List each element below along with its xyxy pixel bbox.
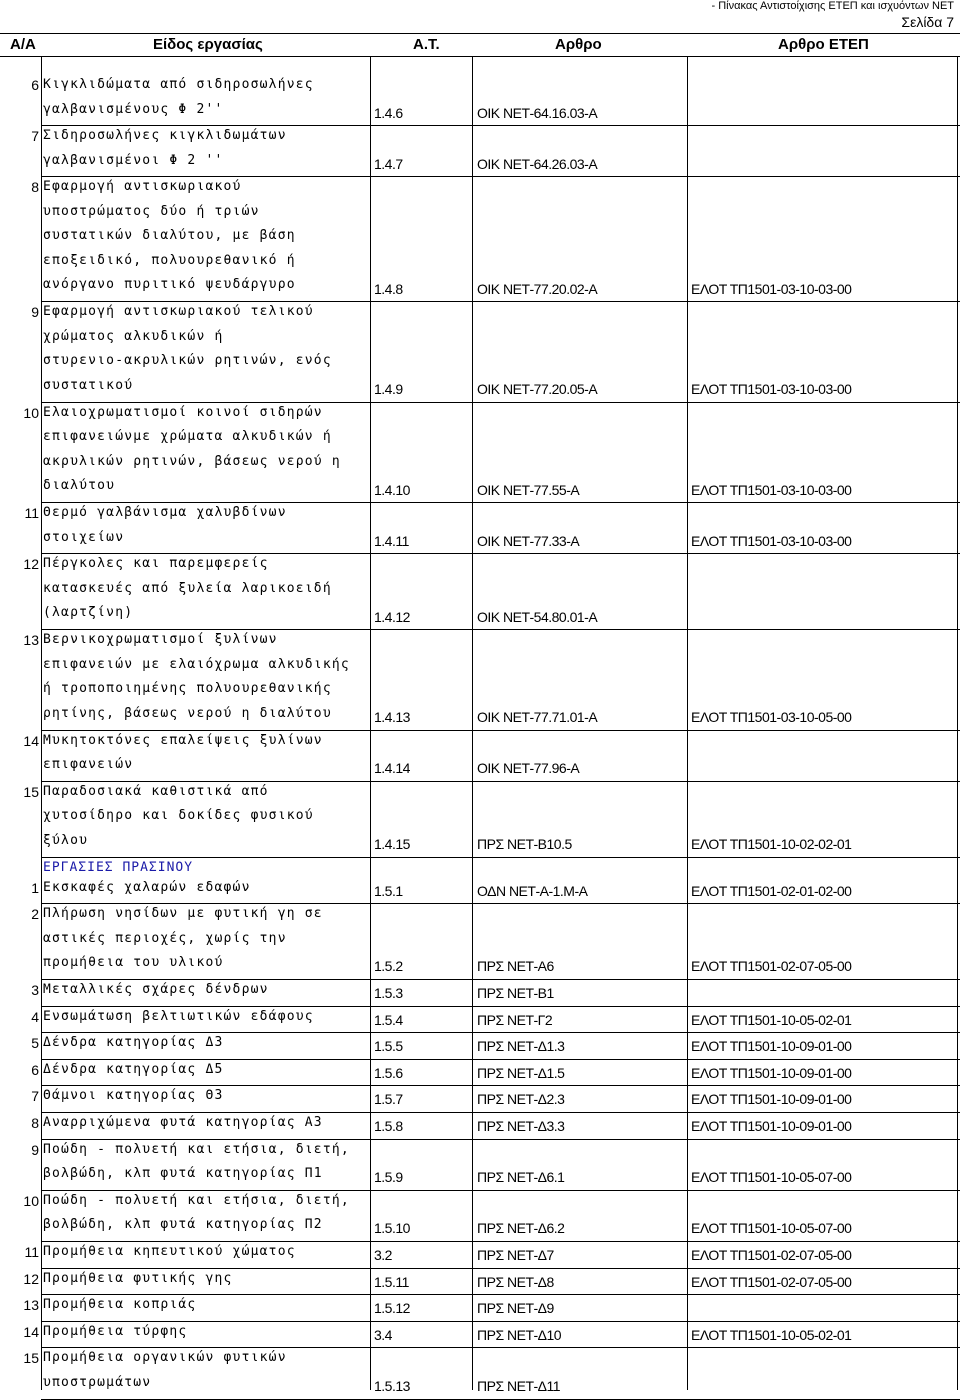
description-line: συστατικών διαλύτου, με βάση xyxy=(43,228,296,244)
table-row xyxy=(0,1295,960,1322)
price-code: 3.2 xyxy=(374,1247,392,1263)
description-line: κατασκευές από ξυλεία λαρικοειδή xyxy=(43,580,332,596)
price-code: 1.5.1 xyxy=(374,882,403,899)
item-number: 5 xyxy=(31,1035,39,1052)
description-line: Πλήρωση νησίδων με φυτική γη σε xyxy=(43,906,323,922)
price-code: 1.4.8 xyxy=(374,280,403,297)
work-description xyxy=(43,733,323,782)
table-row xyxy=(0,904,960,980)
table-row xyxy=(0,554,960,630)
work-description xyxy=(43,128,287,177)
etep-code: ΕΛΟΤ ΤΠ1501-02-07-05-00 xyxy=(691,1273,852,1290)
price-code: 1.4.14 xyxy=(374,760,410,777)
article-code: ΟΙΚ ΝΕΤ-77.20.02-Α xyxy=(477,280,598,297)
description-line: χυτοσίδηρο και δοκίδες φυσικού xyxy=(43,808,314,824)
article-code: ΟΙΚ ΝΕΤ-77.96-Α xyxy=(477,760,580,777)
price-code: 1.5.12 xyxy=(374,1300,410,1317)
article-code: ΟΙΚ ΝΕΤ-64.26.03-Α xyxy=(477,155,598,172)
etep-code: ΕΛΟΤ ΤΠ1501-10-09-01-00 xyxy=(691,1038,852,1055)
work-description xyxy=(43,1009,314,1034)
column-header-row xyxy=(0,33,960,57)
etep-code: ΕΛΟΤ ΤΠ1501-03-10-05-00 xyxy=(691,708,852,725)
item-number: 8 xyxy=(31,179,39,196)
price-code: 1.5.4 xyxy=(374,1011,403,1028)
item-number: 10 xyxy=(23,1192,39,1209)
description-line: επιφανειών με ελαιόχρωμα αλκυδικής xyxy=(43,656,350,672)
etep-code: ΕΛΟΤ ΤΠ1501-02-07-05-00 xyxy=(691,958,852,975)
article-code: ΠΡΣ ΝΕΤ-Γ2 xyxy=(477,1011,553,1028)
work-description xyxy=(43,906,323,980)
item-number: 12 xyxy=(23,556,39,573)
etep-code: ΕΛΟΤ ΤΠ1501-03-10-03-00 xyxy=(691,280,852,297)
etep-code: ΕΛΟΤ ΤΠ1501-10-09-01-00 xyxy=(691,1064,852,1081)
price-code: 1.4.11 xyxy=(374,532,409,549)
price-code: 1.5.2 xyxy=(374,958,403,975)
table-row xyxy=(0,980,960,1007)
description-line: στοιχείων xyxy=(43,529,125,545)
item-number: 11 xyxy=(24,505,39,522)
work-description xyxy=(43,179,296,302)
description-line: Προμήθεια τύρφης xyxy=(43,1323,188,1339)
item-number: 3 xyxy=(31,982,39,998)
description-line: Προμήθεια κοπριάς xyxy=(43,1297,197,1313)
article-code: ΠΡΣ ΝΕΤ-Β1 xyxy=(477,985,554,1001)
table-row xyxy=(0,1269,960,1296)
col-arthro-etep: Αρθρο ΕΤΕΠ xyxy=(778,36,869,53)
description-line: ακρυλικών ρητινών, βάσεως νερού η xyxy=(43,453,341,469)
description-line: Κιγκλιδώματα από σιδηροσωλήνες xyxy=(43,77,314,92)
work-description xyxy=(43,1297,196,1322)
price-code: 1.4.13 xyxy=(374,708,410,725)
price-code: 1.5.10 xyxy=(374,1220,410,1237)
article-code: ΟΔΝ ΝΕΤ-Α-1.Μ-Α xyxy=(477,882,588,899)
work-description xyxy=(43,1062,224,1087)
article-code: ΠΡΣ ΝΕΤ-Δ6.2 xyxy=(477,1220,565,1237)
description-line: Εκσκαφές χαλαρών εδαφών xyxy=(43,879,251,895)
item-number: 8 xyxy=(31,1115,39,1131)
price-code: 1.5.5 xyxy=(374,1038,403,1055)
item-number: 1 xyxy=(31,879,39,896)
description-line: χρώματος αλκυδικών ή xyxy=(43,328,224,344)
item-number: 6 xyxy=(31,1061,39,1078)
etep-code: ΕΛΟΤ ΤΠ1501-10-05-07-00 xyxy=(691,1220,852,1237)
work-description xyxy=(43,1115,323,1140)
work-description xyxy=(43,556,332,630)
col-at: Α.Τ. xyxy=(413,36,440,53)
description-line: Σιδηροσωλήνες κιγκλιδωμάτων xyxy=(43,128,287,144)
description-line: Θερμό γαλβάνισμα χαλυβδίνων xyxy=(43,505,287,521)
table-row xyxy=(0,75,960,126)
work-description xyxy=(43,405,341,503)
description-line: επιφανειών xyxy=(43,757,134,773)
article-code: ΠΡΣ ΝΕΤ-Δ6.1 xyxy=(477,1169,565,1186)
description-line: ρητίνης, βάσεως νερού η διαλύτου xyxy=(43,705,332,721)
etep-code: ΕΛΟΤ ΤΠ1501-02-01-02-00 xyxy=(691,882,852,899)
page-number: Σελίδα 7 xyxy=(901,14,954,30)
table-row xyxy=(0,1033,960,1060)
price-code: 3.4 xyxy=(374,1326,392,1343)
description-line: Εφαρμογή αντισκωριακού xyxy=(43,179,242,195)
etep-code: ΕΛΟΤ ΤΠ1501-03-10-03-00 xyxy=(691,481,852,498)
item-number: 13 xyxy=(23,632,39,649)
item-number: 9 xyxy=(31,304,39,321)
table-row xyxy=(0,782,960,858)
article-code: ΟΙΚ ΝΕΤ-77.20.05-Α xyxy=(477,381,598,398)
description-line: Μυκητοκτόνες επαλείψεις ξυλίνων xyxy=(43,732,323,748)
article-code: ΠΡΣ ΝΕΤ-Δ10 xyxy=(477,1326,562,1343)
row-border xyxy=(41,857,960,858)
article-code: ΠΡΣ ΝΕΤ-Δ2.3 xyxy=(477,1091,565,1108)
description-line: Παραδοσιακά καθιστικά από xyxy=(43,783,269,799)
table-row xyxy=(0,731,960,782)
table-row xyxy=(0,1191,960,1242)
description-line: Ελαιοχρωματισμοί κοινοί σιδηρών xyxy=(43,404,323,420)
price-code: 1.5.7 xyxy=(374,1091,403,1108)
description-line: Πέργκολες και παρεμφερείς xyxy=(43,556,269,572)
description-line: Δένδρα κατηγορίας Δ3 xyxy=(43,1035,224,1051)
etep-code: ΕΛΟΤ ΤΠ1501-10-09-01-00 xyxy=(691,1118,852,1134)
price-code: 1.5.13 xyxy=(374,1377,410,1394)
description-line: Μεταλλικές σχάρες δένδρων xyxy=(43,982,269,997)
col-aa: Α/Α xyxy=(10,36,36,53)
price-code: 1.4.6 xyxy=(374,104,403,121)
price-code: 1.5.6 xyxy=(374,1064,403,1081)
description-line: επιφανειώνμε χρώματα αλκυδικών ή xyxy=(43,429,332,445)
article-code: ΠΡΣ ΝΕΤ-Δ9 xyxy=(477,1300,554,1317)
item-number: 10 xyxy=(23,404,39,421)
etep-code: ΕΛΟΤ ΤΠ1501-03-10-03-00 xyxy=(691,381,852,398)
article-code: ΠΡΣ ΝΕΤ-Δ7 xyxy=(477,1247,554,1263)
work-description xyxy=(43,1271,233,1296)
item-number: 11 xyxy=(24,1244,39,1260)
description-line: Ποώδη - πολυετή και ετήσια, διετή, xyxy=(43,1141,350,1157)
table-row xyxy=(0,302,960,402)
work-description xyxy=(43,632,350,730)
article-code: ΠΡΣ ΝΕΤ-Α6 xyxy=(477,958,554,975)
description-line: στυρενιο-ακρυλικών ρητινών, ενός xyxy=(43,353,332,369)
description-line: Θάμνοι κατηγορίας Θ3 xyxy=(43,1088,224,1104)
description-line: γαλβανισμένους Φ 2'' xyxy=(43,101,224,117)
price-code: 1.4.15 xyxy=(374,835,410,852)
article-code: ΟΙΚ ΝΕΤ-77.33-Α xyxy=(477,532,580,549)
work-description xyxy=(43,1142,350,1191)
table-row xyxy=(0,126,960,177)
work-description xyxy=(43,1193,350,1242)
price-code: 1.4.9 xyxy=(374,381,403,398)
work-description xyxy=(43,77,314,126)
table-row xyxy=(0,503,960,554)
description-line: βολβώδη, κλπ φυτά κατηγορίας Π1 xyxy=(43,1166,323,1182)
article-code: ΠΡΣ ΝΕΤ-Δ1.5 xyxy=(477,1064,565,1081)
table-row xyxy=(0,177,960,302)
item-number: 9 xyxy=(31,1141,39,1158)
description-line: Αναρριχώμενα φυτά κατηγορίας Α3 xyxy=(43,1115,323,1130)
table-row xyxy=(0,1140,960,1191)
article-code: ΠΡΣ ΝΕΤ-Δ1.3 xyxy=(477,1038,565,1055)
description-line: Δένδρα κατηγορίας Δ5 xyxy=(43,1061,224,1077)
item-number: 2 xyxy=(31,906,39,923)
row-border xyxy=(41,1399,960,1400)
article-code: ΠΡΣ ΝΕΤ-Δ8 xyxy=(477,1273,554,1290)
price-code: 1.5.11 xyxy=(374,1273,409,1290)
article-code: ΟΙΚ ΝΕΤ-64.16.03-Α xyxy=(477,104,598,121)
item-number: 14 xyxy=(23,1323,39,1340)
etep-code: ΕΛΟΤ ΤΠ1501-02-07-05-00 xyxy=(691,1247,852,1263)
description-line: βολβώδη, κλπ φυτά κατηγορίας Π2 xyxy=(43,1217,323,1233)
description-line: υποστρωμάτων xyxy=(43,1374,152,1390)
description-line: ξύλου xyxy=(43,832,89,848)
work-description xyxy=(43,784,314,858)
item-number: 13 xyxy=(23,1297,39,1314)
document-title: - Πίνακας Αντιστοίχισης ΕΤΕΠ και ισχυόντων ΝΕΤ xyxy=(711,0,954,12)
table-row xyxy=(0,1242,960,1269)
description-line: Εφαρμογή αντισκωριακού τελικού xyxy=(43,304,314,320)
item-number: 15 xyxy=(23,783,39,800)
description-line: ή τροποποιημένης πολυουρεθανικής xyxy=(43,681,332,697)
table-row xyxy=(0,1086,960,1113)
table-row xyxy=(0,403,960,503)
item-number: 7 xyxy=(31,1088,39,1105)
article-code: ΠΡΣ ΝΕΤ-Β10.5 xyxy=(477,835,572,852)
page-header xyxy=(712,0,954,31)
price-code: 1.4.7 xyxy=(374,155,403,172)
table-row xyxy=(0,630,960,730)
table-row xyxy=(0,1060,960,1087)
etep-code: ΕΛΟΤ ΤΠ1501-10-02-02-01 xyxy=(691,835,852,852)
description-line: Ποώδη - πολυετή και ετήσια, διετή, xyxy=(43,1192,350,1208)
description-line: ανόργανο πυριτικό ψευδάργυρο xyxy=(43,277,296,293)
work-description xyxy=(43,1350,287,1399)
description-line: προμήθεια του υλικού xyxy=(43,955,224,971)
item-number: 14 xyxy=(23,732,39,749)
article-code: ΟΙΚ ΝΕΤ-77.71.01-Α xyxy=(477,708,598,725)
etep-code: ΕΛΟΤ ΤΠ1501-10-05-07-00 xyxy=(691,1169,852,1186)
etep-code: ΕΛΟΤ ΤΠ1501-10-09-01-00 xyxy=(691,1091,852,1108)
work-description xyxy=(43,1088,224,1113)
item-number: 7 xyxy=(31,128,39,145)
work-description xyxy=(43,1035,224,1060)
article-code: ΠΡΣ ΝΕΤ-Δ3.3 xyxy=(477,1118,565,1134)
description-line: Προμήθεια κηπευτικού χώματος xyxy=(43,1244,296,1259)
table-row xyxy=(0,1348,960,1399)
price-code: 1.4.12 xyxy=(374,608,410,625)
work-description xyxy=(43,1244,296,1269)
price-code: 1.5.8 xyxy=(374,1118,403,1134)
table-row xyxy=(0,1322,960,1349)
col-eidos: Είδος εργασίας xyxy=(153,36,263,53)
table-row xyxy=(0,1007,960,1034)
table-row xyxy=(0,1113,960,1140)
price-code: 1.4.10 xyxy=(374,481,410,498)
section-heading: ΕΡΓΑΣΙΕΣ ΠΡΑΣΙΝΟΥ xyxy=(43,859,194,875)
description-line: Ενσωμάτωση βελτιωτικών εδάφους xyxy=(43,1008,314,1024)
description-line: (λαρτζίνη) xyxy=(43,605,134,621)
description-line: Βερνικοχρωματισμοί ξυλίνων xyxy=(43,632,278,648)
description-line: Προμήθεια οργανικών φυτικών xyxy=(43,1350,287,1366)
description-line: εποξειδικό, πολυουρεθανικό ή xyxy=(43,252,296,268)
item-number: 15 xyxy=(23,1350,39,1367)
work-description xyxy=(43,505,287,554)
description-line: διαλύτου xyxy=(43,478,116,494)
description-line: αστικές περιοχές, χωρίς την xyxy=(43,930,287,946)
etep-code: ΕΛΟΤ ΤΠ1501-10-05-02-01 xyxy=(691,1326,852,1343)
work-description xyxy=(43,982,269,1007)
price-code: 1.5.3 xyxy=(374,985,403,1001)
etep-code: ΕΛΟΤ ΤΠ1501-10-05-02-01 xyxy=(691,1011,852,1028)
description-line: συστατικού xyxy=(43,377,134,393)
item-number: 4 xyxy=(31,1008,39,1025)
article-code: ΟΙΚ ΝΕΤ-54.80.01-Α xyxy=(477,608,598,625)
item-number: 12 xyxy=(23,1270,39,1287)
work-description xyxy=(43,1324,187,1349)
description-line: υποστρώματος δύο ή τριών xyxy=(43,203,260,219)
col-arthro: Αρθρο xyxy=(555,36,602,53)
work-description xyxy=(43,880,251,905)
etep-code: ΕΛΟΤ ΤΠ1501-03-10-03-00 xyxy=(691,532,852,549)
article-code: ΟΙΚ ΝΕΤ-77.55-Α xyxy=(477,481,580,498)
table-row xyxy=(0,878,960,905)
work-description xyxy=(43,304,332,402)
description-line: Προμήθεια φυτικής γης xyxy=(43,1270,233,1286)
price-code: 1.5.9 xyxy=(374,1169,403,1186)
description-line: γαλβανισμένοι Φ 2 '' xyxy=(43,152,224,168)
article-code: ΠΡΣ ΝΕΤ-Δ11 xyxy=(477,1377,561,1394)
item-number: 6 xyxy=(31,77,39,93)
